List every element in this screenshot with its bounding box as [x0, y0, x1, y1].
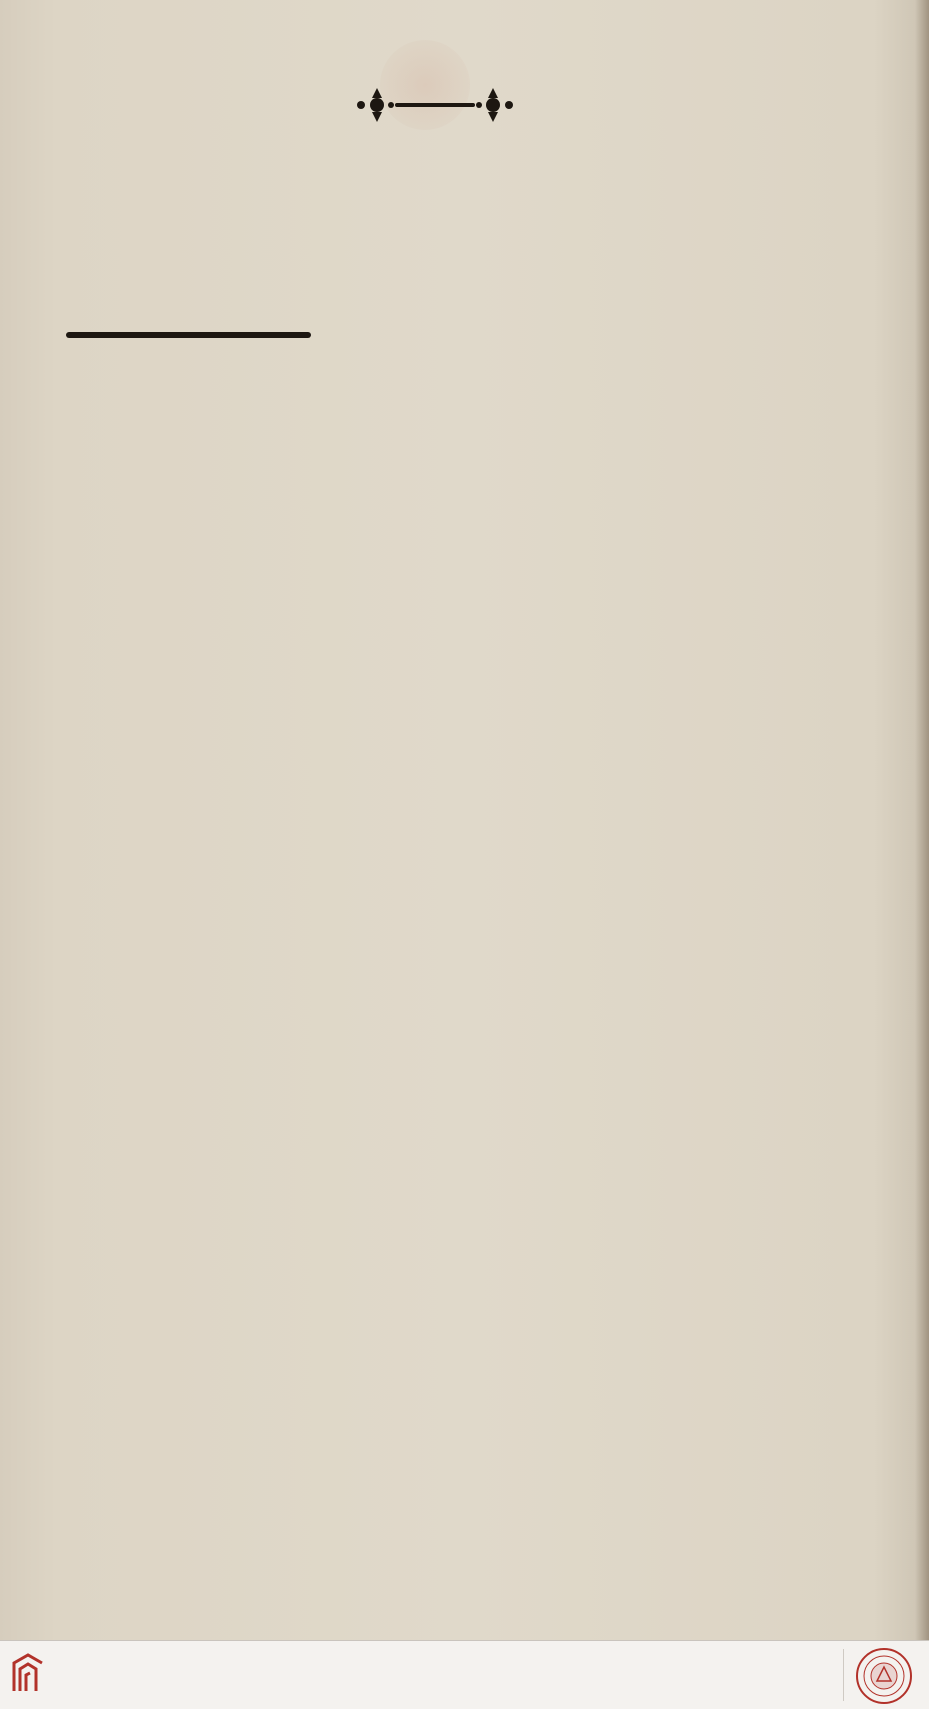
seal-icon [855, 1647, 913, 1705]
viewer-footer [0, 1640, 929, 1709]
footer-divider [843, 1649, 844, 1701]
university-logo-icon [10, 1651, 46, 1697]
ornament-icon [355, 84, 515, 126]
footnote-rule [66, 332, 311, 338]
